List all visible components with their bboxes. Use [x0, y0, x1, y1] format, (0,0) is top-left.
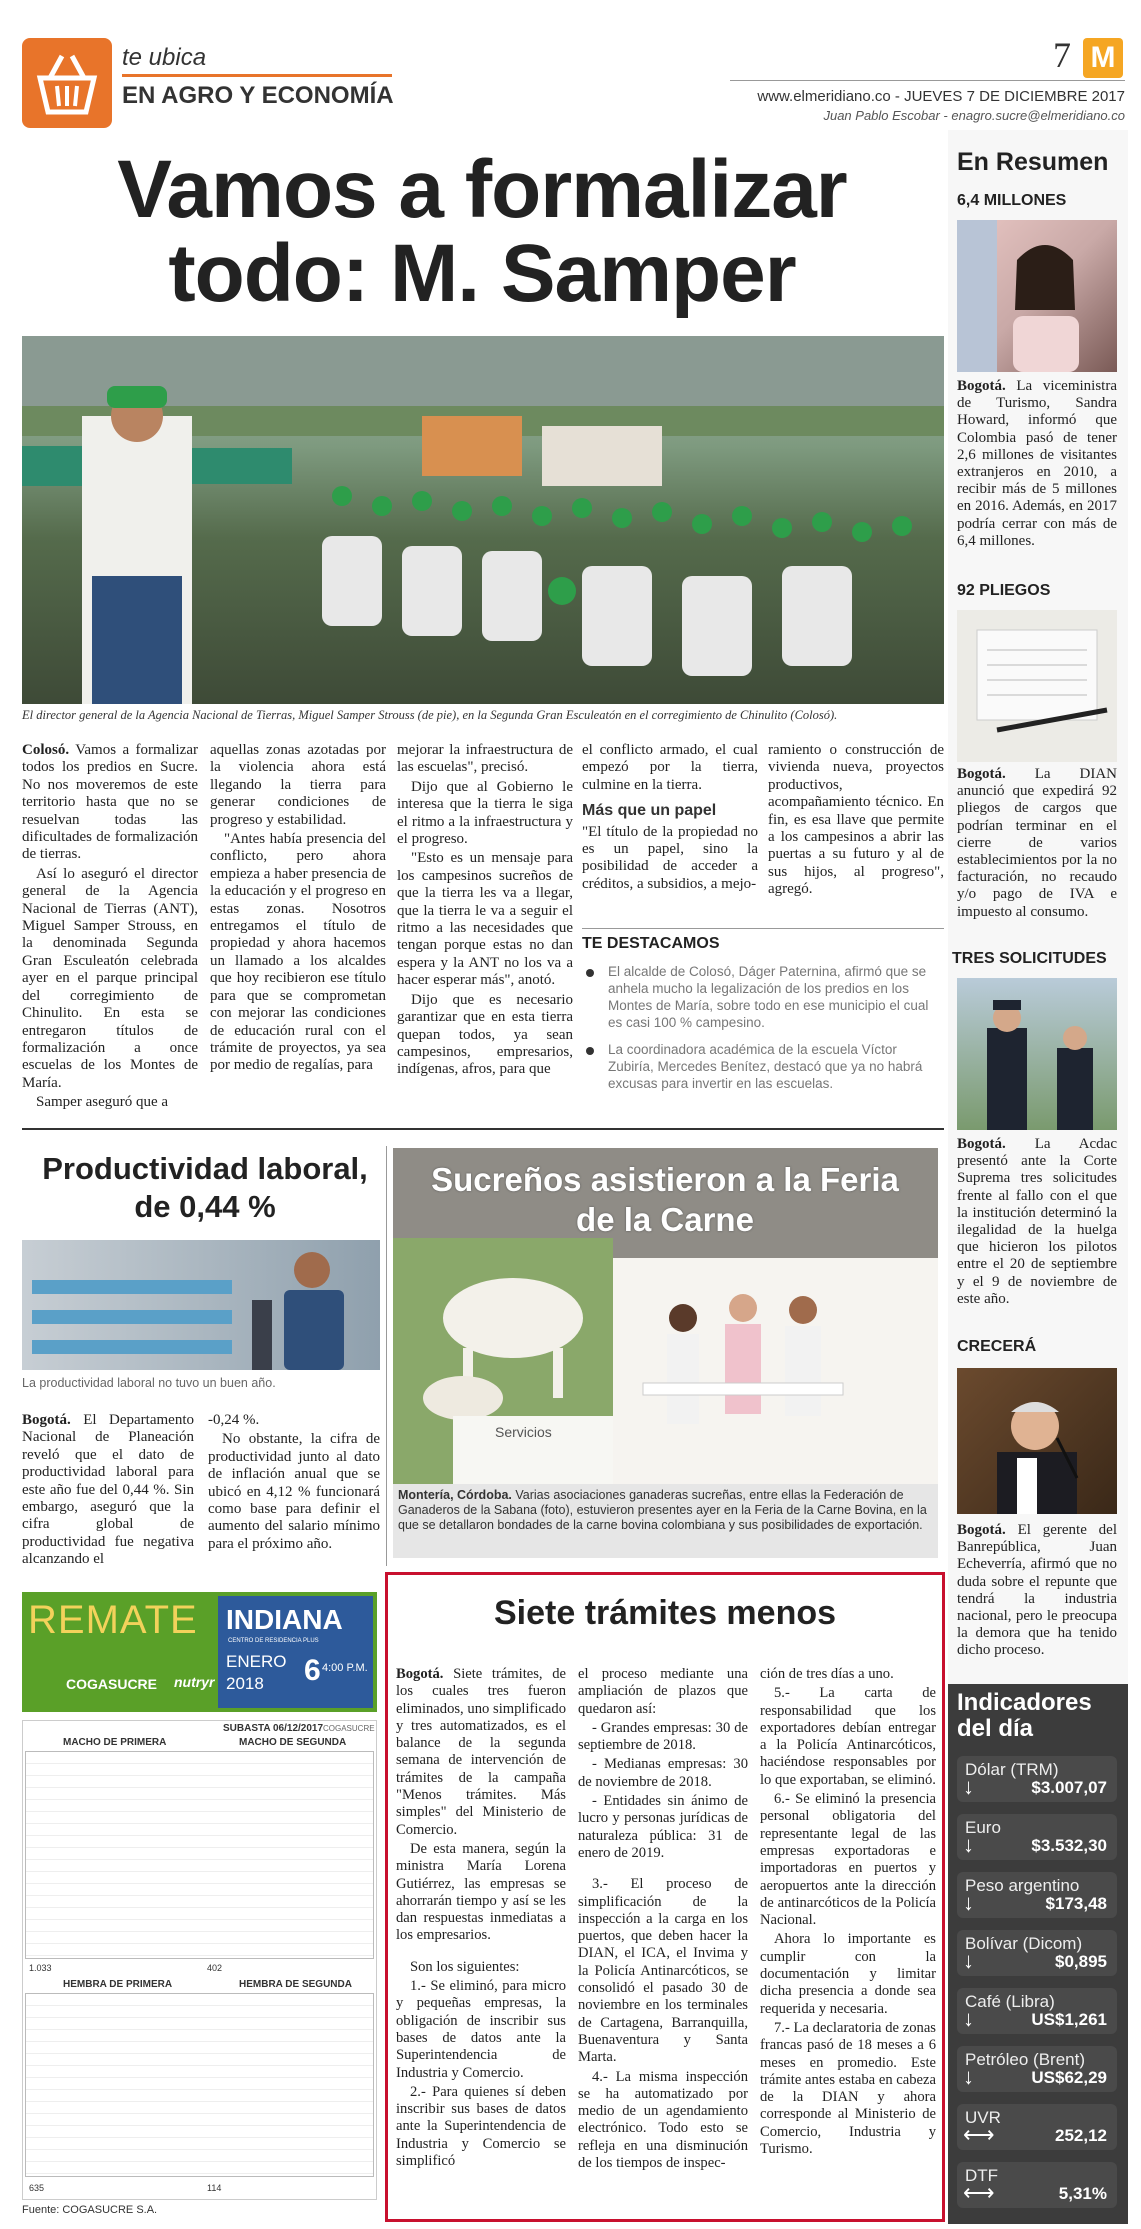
tramites-headline: Siete trámites menos: [493, 1594, 837, 1632]
main-col-4: [582, 742, 758, 922]
tramites-col-1: Bogotá. Siete trámites, de los cuales tres fueron eliminados, uno simplificado y tres automatizados, es el balance de la segunda semana de intervención de trámites de la campaña "Menos trámites. Más simples" del Ministerio de Comercio. De esta manera, según la ministra María Lorena Gutiérrez, las empresas se ahorrarán tiempo y así se les dan respuestas inmediatas a los empresarios. Son los siguientes: 1.- Se eliminó, para micro y pequeñas empresas, la obligación de inscribir sus bases de datos ante la Superintendencia de Industria y Comercio. 2.- Para quienes sí deben inscribir sus bases de datos ante la Superintendencia de Industria y Comercio se simplificó: [396, 1666, 566, 2170]
market-table: [22, 1720, 377, 2200]
indicator-name: Euro: [965, 1818, 1001, 1837]
indicators-title: Indicadores del día: [957, 1689, 1092, 1742]
paragraph: Dijo que es necesario garantizar que en esta tierra quepan todos, ya sean campesinos, empresarios, indígenas, afros, para que: [397, 991, 573, 1078]
main-col-1: [22, 742, 198, 1117]
indicator-name: Bolívar (Dicom): [965, 1934, 1083, 1953]
brand-name: INDIANA: [226, 1604, 343, 1635]
indicator-name: Café (Libra): [965, 1992, 1055, 2011]
sidebar-item-text: Bogotá. La DIAN anunció que expedirá 92 pliegos de cargos que podrían terminar en el cierre de varios establecimientos por la no facturación, no recaudo y/o pago de IVA e impuesto al consumo.: [957, 766, 1117, 920]
basket-icon: [22, 38, 112, 128]
indicator-6: [957, 2104, 1117, 2150]
productividad-col-2: -0,24 %. No obstante, la cifra de productividad junto al dato de inflación anual que se ubicó en 4,12 % funcionará como base para definir el aumento del salario mínimo para el próximo año.: [208, 1412, 380, 1552]
sidebar-item-head: 92 PLIEGOS: [957, 582, 1051, 599]
paragraph: Dijo que al Gobierno le interesa que la tierra le siga el ritmo a la infraestructura y el progreso.: [397, 778, 573, 848]
main-photo: [22, 336, 944, 704]
section-kicker: te ubica: [122, 44, 207, 71]
crowd-illustration: [22, 336, 944, 704]
tramites-col-3: ción de tres días a uno. 5.- La carta de responsabilidad que los exportadores debían entregar a la Policía Antinarcóticos, haciéndose responsables por lo que exportaban, se eliminó. 6.- Se eliminó la presencia personal obligatoria del representante legal de las empresas exportadoras e importadoras en puertos y aeropuertos ante la dirección de antinarcóticos de la Policía Nacional. Ahora lo importante es cumplir con la documentación y limitar dicha presencia a donde sea requerida y necesaria. 7.- La declaratoria de zonas francas pasó de 18 meses a 6 meses en promedio. Este trámite antes estaba en cabeza de la DIAN y ahora corresponde al Ministerio de Comercio, Industria y Turismo.: [760, 1666, 936, 2158]
table-grid-2: [25, 1993, 374, 2177]
sidebar-item-text: Bogotá. La viceministra de Turismo, Sandra Howard, informó que Colombia pasó de tener 2,6 millones de visitantes extranjeros en 2010, a recibir más de 5 millones en 2016. Además, en 2017 podría cerrar con más de 6,4 millones.: [957, 378, 1117, 549]
event-day: 6: [304, 1654, 321, 1687]
paragraph: el conflicto armado, el cual empezó por la tierra, culmine en la tierra.: [582, 742, 758, 793]
event-year: 2018: [226, 1674, 264, 1693]
indicator-value: 5,31%: [1058, 2184, 1107, 2203]
indicator-value: 252,12: [1055, 2126, 1107, 2145]
productividad-caption: La productividad laboral no tuvo un buen año.: [22, 1376, 276, 1390]
indicator-0: [957, 1756, 1117, 1802]
header-rule: [730, 80, 1125, 81]
brand-sub: CENTRO DE RESIDENCIA PLUS: [228, 1638, 319, 1644]
table-grid-1: [25, 1751, 374, 1959]
table-source: Fuente: COGASUCRE S.A.: [22, 2204, 158, 2216]
paragraph: ramiento o construcción de vivienda nueva, proyectos productivos, acompañamiento técnico. En fin, es esa llave que permite a los campesinos a abrir las puertas a su futuro y al de sus hijos, al progreso", agregó.: [768, 742, 944, 898]
total-4: 114: [207, 2183, 222, 2193]
indicator-value: US$62,29: [1031, 2068, 1107, 2087]
indicator-value: $0,895: [1055, 1952, 1107, 1971]
remate-ad: [22, 1592, 377, 1712]
remate-title: REMATE: [28, 1598, 198, 1642]
event-time: 4:00 P.M.: [322, 1662, 368, 1674]
section-rule: [122, 74, 392, 77]
down-arrow-icon: ↓: [963, 2006, 974, 2031]
section-divider: [22, 1128, 944, 1130]
feria-caption: Montería, Córdoba. Varias asociaciones ganaderas sucreñas, entre ellas la Federación de Ganaderos de la Sabana (foto), estuvieron presentes ayer en la Feria de la Carne Bovina, en la que se detallaron bondades de la carne bovina colombiana y sus posibilidades de exportación.: [398, 1488, 927, 1532]
down-arrow-icon: ↓: [963, 1948, 974, 1973]
sidebar-item-head: 6,4 MILLONES: [957, 192, 1067, 209]
event-month: ENERO: [226, 1652, 287, 1671]
indicator-name: UVR: [965, 2108, 1001, 2127]
sidebar-photo-pilots: [957, 978, 1117, 1130]
sidebar-photo-gerente: [957, 1368, 1117, 1514]
sidebar-photo-documents: [957, 610, 1117, 762]
macho1-title: MACHO DE PRIMERA: [63, 1737, 167, 1748]
hembra2-title: HEMBRA DE SEGUNDA: [239, 1979, 352, 1990]
productividad-photo: [22, 1240, 380, 1370]
indicator-value: $173,48: [1045, 1894, 1107, 1913]
productividad-headline: Productividad laboral, de 0,44 %: [42, 1151, 368, 1224]
sponsor-logo: nutryr: [174, 1674, 215, 1690]
feria-headline: Sucreños asistieron a la Feria de la Carne: [431, 1161, 899, 1238]
indicator-name: Dólar (TRM): [965, 1760, 1059, 1779]
sidebar-title: En Resumen: [957, 148, 1109, 176]
paragraph: aquellas zonas azotadas por la violencia ahora está llegando la tierra para generar condiciones de progreso y estabilidad.: [210, 742, 386, 828]
indiana-box: [218, 1596, 373, 1708]
sponsor-logo: COGASUCRE: [66, 1676, 158, 1692]
tramites-col-2: el proceso mediante una ampliación de plazos que quedaron así: - Grandes empresas: 30 de septiembre de 2018. - Medianas empresas: 30 de noviembre de 2018. - Entidades sin ánimo de lucro y personas jurídicas de naturaleza pública: 31 de enero de 2019. 3.- El proceso de simplificación de la inspección a la carga en los puertos, que deben hacer la DIAN, el ICA, el Invima y la Policía Antinarcóticos, se consolidó el pasado 30 de noviembre en los terminales de Cartagena, Barranquilla, Buenaventura y Santa Marta. 4.- La misma inspección se ha automatizado por medio de un agendamiento electrónico. Todo esto se refleja en una disminución de los tiempos de inspec-: [578, 1666, 748, 2172]
bullet-icon: [586, 969, 594, 977]
hembra1-title: HEMBRA DE PRIMERA: [63, 1979, 173, 1990]
paragraph: "Antes había presencia del conflicto, pero ahora empieza a haber presencia de la educación y el progreso en estas zonas. Nosotros entregamos el título de propiedad y ahora hacemos un llamado a los alcaldes que hoy recibieron ese título para que se comprometan con mejorar las condiciones de educación rural con el trámite de proyectos, ya sea por medio de regalías, para: [210, 831, 386, 1074]
sidebar-item-head: TRES SOLICITUDES: [952, 950, 1107, 967]
down-arrow-icon: ↓: [963, 1832, 974, 1857]
highlights-title: TE DESTACAMOS: [582, 935, 720, 952]
indicator-value: $3.007,07: [1031, 1778, 1107, 1797]
left-right-arrow-icon: ⟷: [963, 2122, 995, 2147]
down-arrow-icon: ↓: [963, 1774, 974, 1799]
paragraph: "Esto es un mensaje para los campesinos sucreños de que la tierra les va a llegar, que la tierra le va a seguir el ritmo a las necesidades que tengan porque estas no dan espera y la ANT no los va a hacer esperar más", anotó.: [397, 850, 573, 989]
page-number: 7: [1053, 35, 1071, 75]
sidebar-photo-viceministra: [957, 220, 1117, 372]
main-col-3: [397, 742, 573, 1117]
highlight-item: La coordinadora académica de la escuela Víctor Zubiría, Mercedes Benítez, destacó que ya no habrá excusas para invertir en las escuelas.: [582, 1041, 944, 1092]
paragraph: Así lo aseguró el director general de la Agencia Nacional de Tierras (ANT), Miguel Samper Strouss, en la denominada Segunda Gran Esculeatón celebrada ayer en el parque principal del corregimiento de Chinulito. En esta se entregaron títulos de formalización a once escuelas de los Montes de María.: [22, 865, 198, 1091]
down-arrow-icon: ↓: [963, 1890, 974, 1915]
section-logo: [22, 38, 112, 128]
sidebar-item-text: Bogotá. El gerente del Banrepública, Juan Echeverría, afirmó que no duda sobre el repunte que tendrá la industria nacional, pero le preocupa la demora que ha tenido dicho proceso.: [957, 1522, 1117, 1659]
main-col-5: [768, 742, 944, 922]
indicator-5: [957, 2046, 1117, 2092]
subasta-source: COGASUCRE: [323, 1724, 375, 1733]
indicator-value: US$1,261: [1031, 2010, 1107, 2029]
total-3: 635: [29, 2183, 45, 2193]
indicator-3: [957, 1930, 1117, 1976]
indicator-7: [957, 2162, 1117, 2208]
sidebar-item-text: Bogotá. La Acdac presentó ante la Corte Suprema tres solicitudes frente al fallo con el que la institución determinó la ilegalidad de la huelga que hicieron los pilotos entre el 20 de septiembre y el 9 de noviembre de este año.: [957, 1136, 1117, 1307]
productividad-col-1: Bogotá. El Departamento Nacional de Planeación reveló que el dato de productividad laboral para este año fue del 0,44 %. Sin embargo, aseguró que la cifra global de productividad fue negativa alcanzando el: [22, 1412, 194, 1568]
paragraph: Samper aseguró que a: [36, 1094, 169, 1111]
vertical-divider: [386, 1146, 387, 1566]
total-2: 402: [207, 1963, 223, 1973]
indicator-name: DTF: [965, 2166, 999, 2185]
dateline-lead: Colosó.: [22, 742, 70, 758]
subhead: Más que un papel: [582, 802, 717, 820]
paragraph: mejorar la infraestructura de las escuelas", precisó.: [397, 742, 573, 776]
left-right-arrow-icon: ⟷: [963, 2180, 995, 2205]
subasta-title: SUBASTA 06/12/2017: [223, 1723, 324, 1734]
indicator-4: [957, 1988, 1117, 2034]
bullet-icon: [586, 1047, 594, 1055]
indicator-name: Peso argentino: [965, 1876, 1080, 1895]
section-title: EN AGRO Y ECONOMÍA: [122, 82, 394, 109]
feria-banner-text: Servicios: [495, 1424, 552, 1440]
main-photo-caption: El director general de la Agencia Nacional de Tierras, Miguel Samper Strouss (de pie), en la Segunda Gran Esculeatón en el corregimiento de Chinulito (Colosó).: [22, 708, 838, 722]
main-headline: Vamos a formalizar todo: M. Samper: [117, 144, 847, 319]
paragraph: "El título de la propiedad no es un papel, sino la posibilidad de acceder a créditos, a subsidios, a mejo-: [582, 823, 758, 892]
indicator-value: $3.532,30: [1031, 1836, 1107, 1855]
brand-logo: M: [1083, 38, 1123, 78]
paragraph: Vamos a formalizar todos los predios en Sucre. No nos moveremos de este territorio hasta que no se resuelvan todas las dificultades de formalización de tierras.: [22, 742, 198, 863]
highlights-box: [582, 928, 944, 1118]
dateline: www.elmeridiano.co - JUEVES 7 DE DICIEMBRE 2017: [757, 88, 1125, 105]
indicator-name: Petróleo (Brent): [965, 2050, 1085, 2069]
indicator-1: [957, 1814, 1117, 1860]
total-1: 1.033: [29, 1963, 52, 1973]
main-col-2: [210, 742, 386, 1117]
highlight-item: El alcalde de Colosó, Dáger Paternina, afirmó que se anhela mucho la legalización de los predios en los Montes de María, sobre todo en ese municipio el cual es casi 100 % campesino.: [582, 963, 944, 1031]
indicator-2: [957, 1872, 1117, 1918]
down-arrow-icon: ↓: [963, 2064, 974, 2089]
byline: Juan Pablo Escobar - enagro.sucre@elmeridiano.co: [823, 108, 1125, 123]
sidebar-item-head: CRECERÁ: [957, 1338, 1037, 1355]
macho2-title: MACHO DE SEGUNDA: [239, 1737, 347, 1748]
